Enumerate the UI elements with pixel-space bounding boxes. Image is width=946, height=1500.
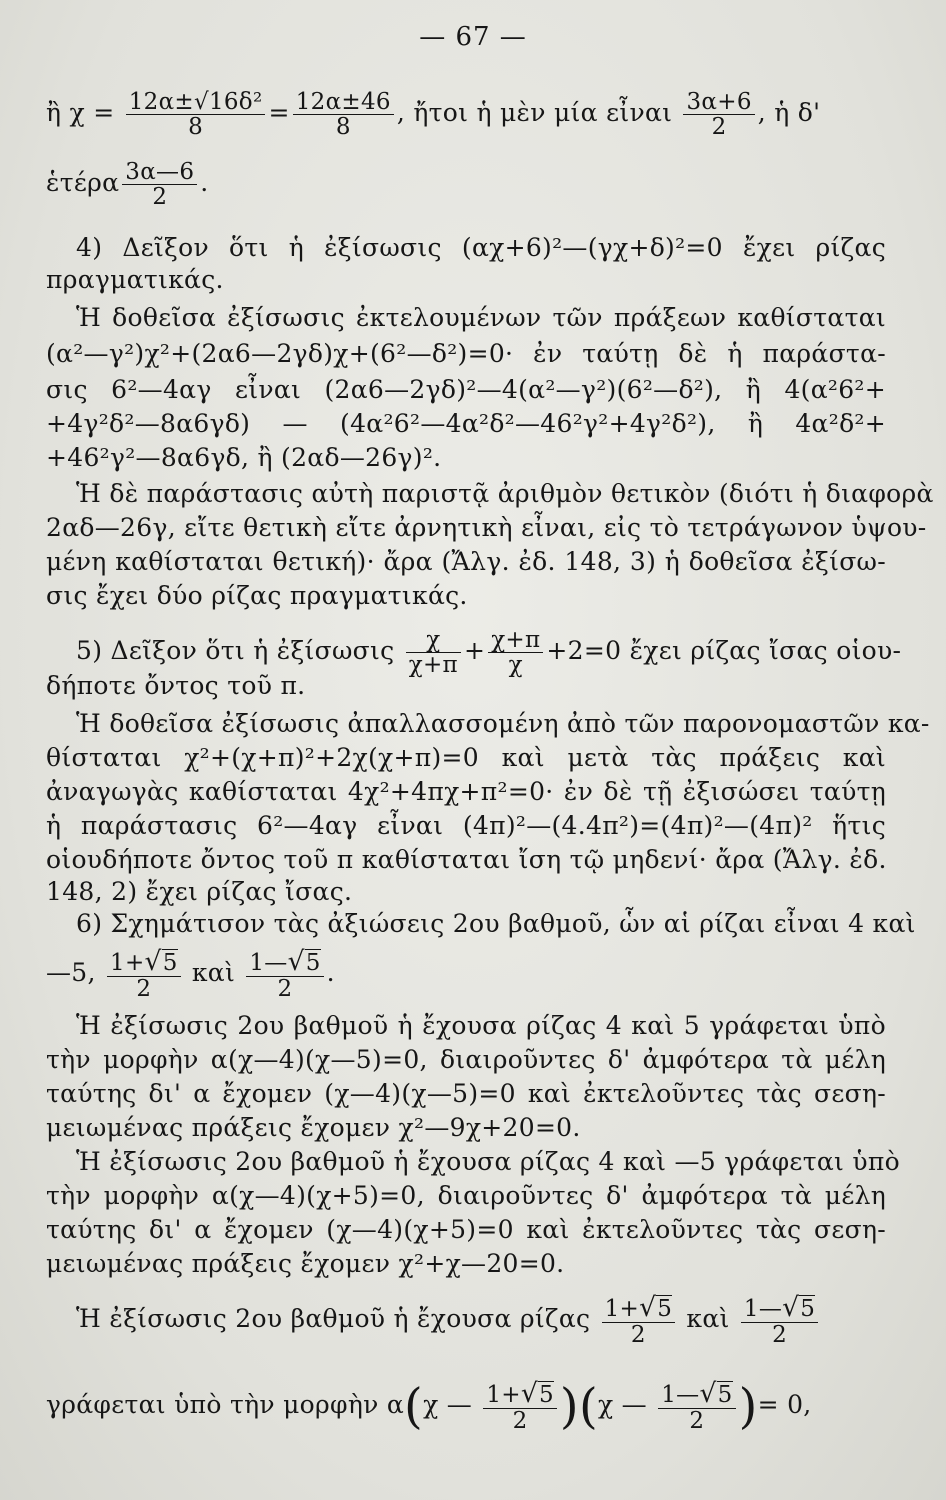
- text-line: ταύτης δι' α ἔχομεν (χ—4)(χ—5)=0 καὶ ἐκτελοῦντες τὰς σεση-: [46, 1079, 886, 1108]
- text-line: τὴν μορφὴν α(χ—4)(χ+5)=0, διαιροῦντες δ' ἀμφότερα τὰ μέλη: [46, 1181, 886, 1210]
- text-line: μένη καθίσταται θετική)· ἄρα (Ἄλγ. ἐδ. 148, 3) ἡ δοθεῖσα ἐξίσω-: [46, 547, 886, 576]
- fraction-numerator: [107, 948, 181, 977]
- numerator-text: 1—: [743, 1296, 783, 1322]
- text-line: Ἡ ἐξίσωσις 2ου βαθμοῦ ἡ ἔχουσα ρίζας 4 καὶ 5 γράφεται ὑπὸ: [76, 1011, 886, 1040]
- radical-sign: √: [639, 1292, 657, 1323]
- fraction-numerator: χ: [406, 628, 461, 653]
- text-line: Ἡ δοθεῖσα ἐξίσωσις ἀπαλλασσομένη ἀπὸ τῶν παρονομαστῶν κα-: [76, 709, 930, 738]
- fraction: [658, 1380, 735, 1433]
- numerator-text: 1+: [110, 950, 145, 976]
- radical-sign: √: [520, 1378, 538, 1409]
- radicand: 5: [800, 1296, 816, 1322]
- text-line: σις ἔχει δύο ρίζας πραγματικάς.: [46, 581, 468, 610]
- fraction-denominator: 8: [188, 114, 204, 141]
- fraction: [483, 1380, 557, 1433]
- text-line: Ἡ δοθεῖσα ἐξίσωσις ἐκτελουμένων τῶν πράξεων καθίσταται: [76, 303, 886, 332]
- fraction-numerator: 3α+6: [683, 90, 754, 115]
- radical-sign: √: [287, 946, 305, 977]
- text-line: +4γ²δ²—8α6γδ) — (4α²6²—4α²δ²—46²γ²+4γ²δ²), ἢ 4α²δ²+: [46, 409, 886, 438]
- fraction: [683, 90, 754, 139]
- fraction: [741, 1294, 818, 1347]
- right-paren: ): [738, 1378, 758, 1435]
- text-line: τὴν μορφὴν α(χ—4)(χ—5)=0, διαιροῦντες δ' ἀμφότερα τὰ μέλη: [46, 1045, 886, 1074]
- fraction-denominator: 2: [689, 1407, 705, 1434]
- numerator-text: 1—: [249, 950, 288, 976]
- text-fragment: —5,: [46, 957, 96, 987]
- numerator-text: 1+: [486, 1382, 521, 1408]
- text-fragment: .: [200, 168, 209, 198]
- text-line: μειωμένας πράξεις ἔχομεν χ²+χ—20=0.: [46, 1249, 565, 1278]
- radicand: 5: [305, 950, 321, 976]
- text-fragment: γράφεται ὑπὸ τὴν μορφὴν α: [46, 1389, 405, 1419]
- fraction-numerator: [602, 1294, 676, 1323]
- text-line: δήποτε ὄντος τοῦ π.: [46, 671, 306, 700]
- radical-sign: √: [782, 1292, 800, 1323]
- equation-line: [76, 1294, 886, 1347]
- text-fragment: καὶ: [191, 957, 236, 987]
- text-fragment: = 0,: [757, 1389, 812, 1419]
- text-line: θίσταται χ²+(χ+π)²+2χ(χ+π)=0 καὶ μετὰ τὰς πράξεις καὶ: [46, 743, 886, 772]
- fraction-denominator: 8: [335, 114, 351, 141]
- text-fragment: Ἡ ἐξίσωσις 2ου βαθμοῦ ἡ ἔχουσα ρίζας: [76, 1303, 591, 1333]
- text-fragment: =: [268, 98, 290, 128]
- fraction-denominator: 2: [512, 1407, 528, 1434]
- fraction-denominator: χ: [508, 652, 523, 679]
- fraction-numerator: 3α—6: [122, 160, 197, 185]
- text-fragment: χ —: [597, 1389, 647, 1419]
- text-line: Ἡ ἐξίσωσις 2ου βαθμοῦ ἡ ἔχουσα ρίζας 4 καὶ —5 γράφεται ὑπὸ: [76, 1147, 900, 1176]
- radicand: 5: [717, 1382, 733, 1408]
- text-fragment: +2=0 ἔχει ρίζας ἴσας οἱου-: [546, 636, 902, 666]
- text-line: οἱουδήποτε ὄντος τοῦ π καθίσταται ἴση τῷ μηδενί· ἄρα (Ἄλγ. ἐδ.: [46, 845, 887, 874]
- text-line: 2αδ—26γ, εἴτε θετικὴ εἴτε ἀρνητικὴ εἶναι, εἰς τὸ τετράγωνον ὑψου-: [46, 513, 927, 542]
- right-paren: ): [559, 1378, 579, 1435]
- fraction-numerator: 12α±√16δ²: [126, 90, 266, 115]
- fraction-numerator: 12α±46: [293, 90, 394, 115]
- text-fragment: χ —: [423, 1389, 473, 1419]
- text-fragment: ἢ χ =: [46, 98, 115, 128]
- fraction: [246, 948, 323, 1001]
- fraction: [122, 160, 197, 209]
- left-paren: (: [578, 1378, 598, 1435]
- text-fragment: , ἡ δ': [757, 98, 821, 128]
- text-line: πραγματικάς.: [46, 265, 224, 294]
- fraction-numerator: χ+π: [488, 628, 543, 653]
- text-fragment: +: [463, 636, 486, 666]
- text-fragment: καὶ: [686, 1303, 730, 1333]
- text-fragment: 5) Δεῖξον ὅτι ἡ ἐξίσωσις: [76, 636, 395, 666]
- numerator-text: 1+: [604, 1296, 640, 1322]
- equation-line: [46, 1380, 886, 1433]
- radicand: 5: [657, 1296, 673, 1322]
- fraction-numerator: [741, 1294, 818, 1323]
- page-number: — 67 —: [419, 22, 527, 52]
- text-line: σις 6²—4αγ εἶναι (2α6—2γδ)²—4(α²—γ²)(6²—δ²), ἢ 4(α²6²+: [46, 375, 886, 404]
- fraction-numerator: [483, 1380, 557, 1409]
- fraction-denominator: 2: [136, 975, 152, 1002]
- fraction-denominator: 2: [277, 975, 293, 1002]
- left-paren: (: [404, 1378, 424, 1435]
- fraction-denominator: 2: [152, 184, 168, 211]
- fraction-denominator: 2: [772, 1321, 788, 1348]
- text-line: (α²—γ²)χ²+(2α6—2γδ)χ+(6²—δ²)=0· ἐν ταύτῃ δὲ ἡ παράστα-: [46, 339, 886, 368]
- fraction: [602, 1294, 676, 1347]
- fraction: [107, 948, 181, 1001]
- text-fragment: , ἤτοι ἡ μὲν μία εἶναι: [396, 98, 673, 128]
- text-line: +46²γ²—8α6γδ, ἢ (2αδ—26γ)².: [46, 443, 442, 472]
- radical-sign: √: [144, 946, 162, 977]
- fraction-numerator: [246, 948, 323, 977]
- fraction-denominator: 2: [630, 1321, 646, 1348]
- fraction: [293, 90, 394, 139]
- text-line: ἀναγωγὰς καθίσταται 4χ²+4πχ+π²=0· ἐν δὲ τῇ ἐξισώσει ταύτῃ: [46, 777, 886, 806]
- text-line: ταύτης δι' α ἔχομεν (χ—4)(χ+5)=0 καὶ ἐκτελοῦντες τὰς σεση-: [46, 1215, 886, 1244]
- text-fragment: ἑτέρα: [46, 168, 120, 198]
- text-line: Ἡ δὲ παράστασις αὐτὴ παριστᾷ ἀριθμὸν θετικὸν (διότι ἡ διαφορὰ: [76, 479, 934, 508]
- radicand: 5: [162, 950, 178, 976]
- equation-line: [46, 160, 886, 209]
- fraction-denominator: 2: [711, 114, 727, 141]
- text-line: 148, 2) ἔχει ρίζας ἴσας.: [46, 877, 353, 906]
- exercise-6-statement: 6) Σχημάτισον τὰς ἀξιώσεις 2ου βαθμοῦ, ὧν αἱ ρίζαι εἶναι 4 καὶ: [76, 909, 916, 938]
- radicand: 5: [538, 1382, 554, 1408]
- text-line: μειωμένας πράξεις ἔχομεν χ²—9χ+20=0.: [46, 1113, 581, 1142]
- exercise-4-statement: 4) Δεῖξον ὅτι ἡ ἐξίσωσις (αχ+6)²—(γχ+δ)²=0 ἔχει ρίζας: [76, 233, 886, 262]
- fraction-denominator: χ+π: [408, 652, 458, 679]
- equation-line: [46, 90, 886, 139]
- fraction-numerator: [658, 1380, 735, 1409]
- radical-sign: √: [699, 1378, 717, 1409]
- fraction: [126, 90, 266, 139]
- numerator-text: 1—: [661, 1382, 700, 1408]
- equation-line: [46, 948, 886, 1001]
- text-fragment: .: [326, 957, 335, 987]
- text-line: ἡ παράστασις 6²—4αγ εἶναι (4π)²—(4.4π²)=(4π)²—(4π)² ἥτις: [46, 811, 886, 840]
